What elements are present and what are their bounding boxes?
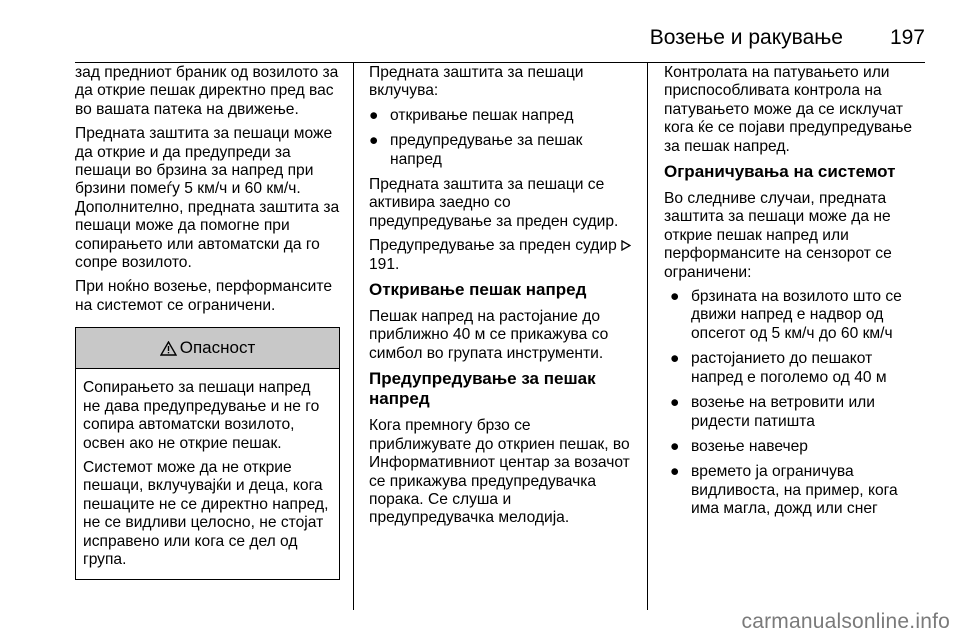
warning-triangle-icon <box>160 341 177 356</box>
arrow-reference-icon <box>621 237 631 254</box>
column-3 <box>664 64 926 526</box>
paragraph: зад предниот браник од возилото за да открие пешак директно пред вас во вашата патека на движење. <box>75 64 339 118</box>
page-header <box>75 20 925 63</box>
section-heading: Откривање пешак напред <box>369 280 587 300</box>
warning-heading: Опасност <box>179 338 256 358</box>
paragraph: Предната заштита за пешаци може да открие и да предупреди за пешаци во брзина за напред при брзини помеѓу 5 км/ч и 60 км/ч. Дополнително, предната заштита за пешаци може да помогне при сопирањето или автоматски да го сопре возилото. <box>75 125 340 272</box>
bullet-dot-icon: ● <box>670 394 680 412</box>
bullet-dot-icon: ● <box>369 106 379 124</box>
bullet-dot-icon: ● <box>670 288 680 306</box>
paragraph: Предупредување за преден судир 191. <box>369 237 635 274</box>
paragraph: Пешак напред на растојание до приближно 40 м се прикажува со симбол во групата инструменти. <box>369 308 609 362</box>
warning-box <box>75 327 340 580</box>
paragraph: Кога премногу брзо се приближувате до откриен пешак, во Информативниот центар за возачот се прикажува предупредувачка порака. Се слуша и предупредувачка мелодија. <box>369 417 630 527</box>
bullet-dot-icon: ● <box>369 132 379 150</box>
list-item: ● возење на ветровити или ридести патишта <box>670 394 875 430</box>
paragraph: Контролата на патувањето или приспособливата контрола на патувањето може да се исклучат кога ќе се појави предупредување за пешак напред. <box>664 64 913 155</box>
bullet-dot-icon: ● <box>670 437 680 455</box>
warning-paragraph: Сопирањето за пешаци напред не дава предупредување и не го сопира автоматски возилото, освен ако не открие пешак. <box>83 379 320 452</box>
column-1 <box>75 64 341 580</box>
column-divider <box>353 62 354 610</box>
list-item: ● времето ја ограничува видливоста, на пример, кога има магла, дожд или снег <box>670 463 898 518</box>
column-2 <box>369 64 635 534</box>
list-item: ● возење навечер <box>670 437 808 455</box>
bullet-list <box>664 288 926 518</box>
list-item: ● откривање пешак напред <box>369 106 574 124</box>
list-item: ● брзината на возилото што се движи напред е надвор од опсегот од 5 км/ч до 60 км/ч <box>670 288 902 342</box>
watermark: carmanualsonline.info <box>741 610 950 633</box>
warning-header <box>76 328 339 369</box>
paragraph: При ноќно возење, перформансите на системот се ограничени. <box>75 278 333 314</box>
section-title: Возење и ракување <box>649 26 843 49</box>
page-number: 197 <box>889 26 925 49</box>
page-reference[interactable]: 191. <box>369 255 400 273</box>
warning-paragraph: Системот може да не открие пешаци, вклучувајќи и деца, кога пешаците не се директно напред, не се видливи целосно, не стојат исправено или кога се дел од група. <box>83 458 329 568</box>
bullet-dot-icon: ● <box>670 463 680 481</box>
list-item: ● растојанието до пешакот напред е поголемо од 40 м <box>670 350 887 386</box>
section-heading: Ограничувања на системот <box>664 162 896 182</box>
list-item: ● предупредување за пешак напред <box>369 132 583 168</box>
section-heading: Предупредување за пешак напред <box>369 369 596 409</box>
bullet-list <box>369 107 635 169</box>
warning-body <box>76 369 339 579</box>
paragraph: Во следниве случаи, предната заштита за пешаци може да не открие пешак напред или перформансите на сензорот се ограничени: <box>664 190 892 281</box>
bullet-dot-icon: ● <box>670 350 680 368</box>
paragraph: Предната заштита за пешаци вклучува: <box>369 64 584 100</box>
column-divider <box>647 62 648 610</box>
paragraph: Предната заштита за пешаци се активира заедно со предупредување за преден судир. <box>369 176 619 230</box>
